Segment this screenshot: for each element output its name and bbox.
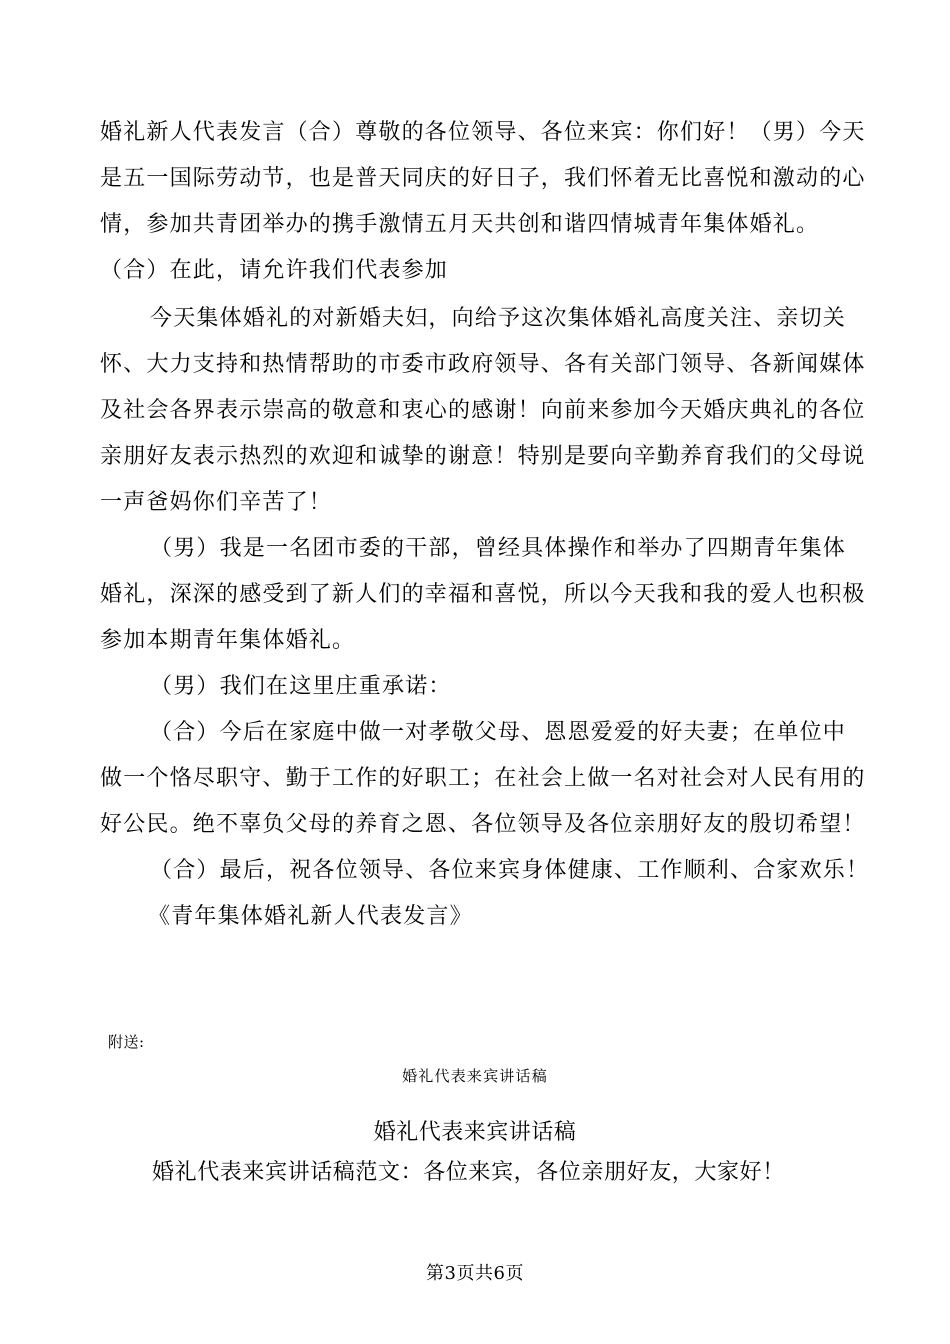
paragraph-4-line-1: （男）我们在这里庄重承诺：	[150, 674, 452, 699]
paragraph-6-line-1: （合）最后，祝各位领导、各位来宾身体健康、工作顺利、合家欢乐！	[150, 858, 870, 883]
paragraph-1-line-4: （合）在此，请允许我们代表参加	[100, 258, 449, 283]
paragraph-3-line-1: （男）我是一名团市委的干部，曾经具体操作和举办了四期青年集体	[150, 536, 847, 561]
paragraph-2-line-3: 及社会各界表示崇高的敬意和衷心的感谢！向前来参加今天婚庆典礼的各位	[100, 398, 866, 423]
paragraph-1-line-2: 是五一国际劳动节，也是普天同庆的好日子，我们怀着无比喜悦和激动的心	[100, 166, 866, 191]
paragraph-3-line-2: 婚礼，深深的感受到了新人们的幸福和喜悦，所以今天我和我的爱人也积极	[100, 582, 866, 607]
paragraph-5-line-2: 做一个恪尽职守、勤于工作的好职工；在社会上做一名对社会对人民有用的	[100, 766, 866, 791]
paragraph-2-line-2: 怀、大力支持和热情帮助的市委市政府领导、各有关部门领导、各新闻媒体	[100, 352, 866, 377]
paragraph-5-line-1: （合）今后在家庭中做一对孝敬父母、恩恩爱爱的好夫妻；在单位中	[150, 720, 847, 745]
appendix-title: 婚礼代表来宾讲话稿	[373, 1120, 577, 1145]
paragraph-2-line-5: 一声爸妈你们辛苦了！	[100, 490, 333, 515]
closing-title: 《青年集体婚礼新人代表发言》	[148, 904, 473, 929]
appendix-label: 附送:	[108, 1033, 145, 1051]
paragraph-2-line-4: 亲朋好友表示热烈的欢迎和诚挚的谢意！特别是要向辛勤养育我们的父母说	[100, 444, 866, 469]
appendix-subtitle: 婚礼代表来宾讲话稿	[402, 1067, 548, 1085]
page-number: 第3页共6页	[426, 1263, 524, 1284]
paragraph-1-line-3: 情，参加共青团举办的携手激情五月天共创和谐四情城青年集体婚礼。	[100, 212, 820, 237]
appendix-first-line: 婚礼代表来宾讲话稿范文：各位来宾，各位亲朋好友，大家好！	[152, 1160, 785, 1185]
paragraph-5-line-3: 好公民。绝不辜负父母的养育之恩、各位领导及各位亲朋好友的殷切希望！	[100, 812, 866, 837]
paragraph-2-line-1: 今天集体婚礼的对新婚夫妇，向给予这次集体婚礼高度关注、亲切关	[150, 306, 847, 331]
paragraph-3-line-3: 参加本期青年集体婚礼。	[100, 628, 356, 653]
paragraph-1-line-1: 婚礼新人代表发言（合）尊敬的各位领导、各位来宾：你们好！（男）今天	[100, 120, 866, 145]
